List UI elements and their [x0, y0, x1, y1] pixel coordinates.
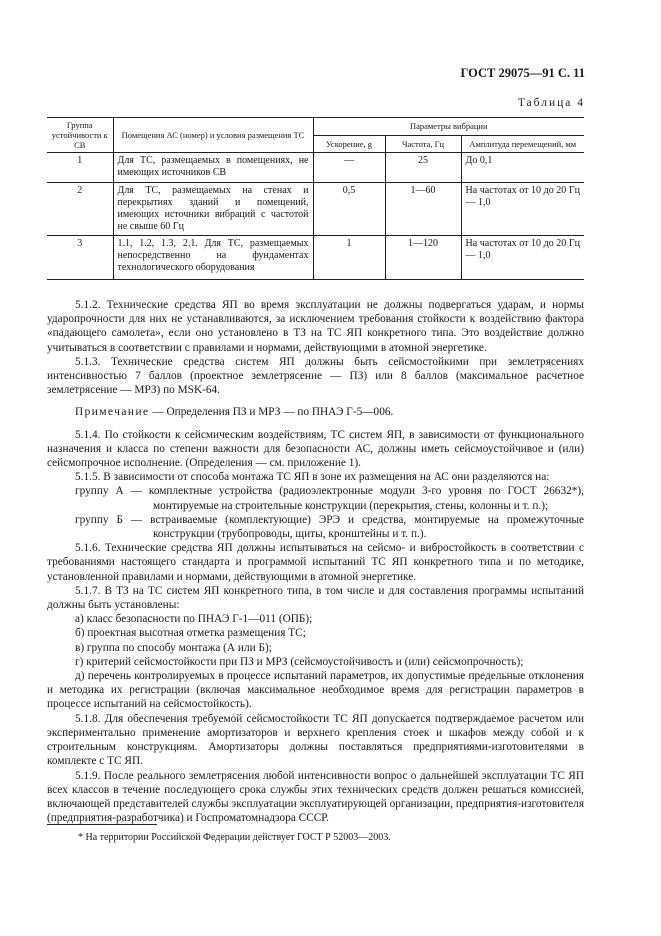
cell-rooms: 1.1, 1.2, 1.3, 2.1. Для ТС, размещаемых непосредственно на фундаментах технологического оборудования	[113, 236, 313, 280]
list-item: д) перечень контролируемых в процессе испытаний параметров, их допустимые предельные отклонения и методика их регистрации (включая максимальное необходимое время для регистрации параметров в процессе испытаний на сейсмостойкость).	[47, 670, 584, 711]
cell-ampl: На частотах от 10 до 20 Гц — 1,0	[461, 183, 584, 236]
cell-rooms: Для ТС, размещаемых в помещениях, не имеющих источников СВ	[113, 153, 313, 183]
cell-freq: 1—60	[385, 183, 461, 236]
cell-accel: 1	[313, 236, 385, 280]
note-text: — Определения ПЗ и МРЗ — по ПНАЭ Г-5—006.	[149, 406, 394, 419]
col-header-group: Группа устойчивости к СВ	[47, 118, 113, 153]
list-item: г) критерий сейсмостойкости при ПЗ и МРЗ (сейсмоустойчивость и (или) сейсмопрочность);	[75, 655, 524, 668]
footnote-divider	[47, 824, 157, 825]
cell-accel: 0,5	[313, 183, 385, 236]
page-header: ГОСТ 29075—91 С. 11	[460, 66, 585, 80]
col-header-params: Параметры вибрации	[313, 118, 584, 136]
table-row	[47, 183, 584, 236]
list-item: в) группа по способу монтажа (А или Б);	[75, 641, 272, 654]
list-item: б) проектная высотная отметка размещения ТС;	[75, 627, 306, 640]
table-row	[47, 153, 584, 183]
paragraph-5-1-6: 5.1.6. Технические средства ЯП должны испытываться на сейсмо- и вибростойкость в соответствии с требованиями настоящего стандарта и программой испытаний ТС ЯП конкретного типа и по методике, установленной правилами и нормами, действующими в атомной энергетике.	[47, 542, 584, 583]
cell-group: 2	[47, 183, 113, 236]
cell-ampl: До 0,1	[461, 153, 584, 183]
paragraph-5-1-2: 5.1.2. Технические средства ЯП во время эксплуатации не должны подвергаться ударам, и нормы ударопрочности для них не устанавливаются, за исключением требования стойкости к воздействию фактора «падающего самолета», если оно установлено в ТЗ на ТС ЯП конкретного типа. Это воздействие должно учитываться в соответствии с правилами и нормами, действующими в атомной энергетике.	[47, 299, 584, 354]
cell-group: 3	[47, 236, 113, 280]
paragraph-5-1-5: 5.1.5. В зависимости от способа монтажа ТС ЯП в зоне их размещения на АС они разделяются на:	[75, 471, 550, 484]
cell-ampl: На частотах от 10 до 20 Гц — 1,0	[461, 236, 584, 280]
col-header-rooms: Помещения АС (номер) и условия размещения ТС	[113, 118, 313, 153]
document-body	[47, 298, 584, 825]
cell-accel: —	[313, 153, 385, 183]
note	[47, 405, 584, 419]
paragraph-5-1-9: 5.1.9. После реального землетрясения любой интенсивности вопрос о дальнейшей эксплуатации ТС ЯП всех классов в течение последующего срока службы этих технических средств должен решаться комиссией, включающей представителей службы эксплуатации эксплуатирующей организации, предприятия-изготовителя (предприятия-разработчика) и Госпроматомнадзора СССР.	[47, 769, 585, 825]
list-item: а) класс безопасности по ПНАЭ Г-1—011 (ОПБ);	[75, 613, 313, 626]
cell-group: 1	[47, 153, 113, 183]
cell-freq: 1—120	[385, 236, 461, 280]
table-caption: Таблица 4	[517, 97, 585, 109]
paragraph-5-1-8: 5.1.8. Для обеспечения требуемой сейсмостойкости ТС ЯП допускается подтверждаемое расчетом или экспериментально применение амортизаторов и верхнего крепления стоек и шкафов между собой и к строительным конструкциям. Амортизаторы должны поставляться предприятиями-изготовителями в комплекте с ТС ЯП.	[47, 712, 584, 768]
paragraph-5-1-4: 5.1.4. По стойкости к сейсмическим воздействиям, ТС систем ЯП, в зависимости от функционального назначения и класса по степени важности для безопасности АС, должны иметь сейсмоустойчивое и (или) сейсмопрочное исполнение. (Определения — см. приложение 1).	[47, 428, 584, 470]
table-row	[47, 236, 584, 280]
vibration-table	[47, 117, 584, 280]
paragraph-5-1-5-group-b: группу Б — встраиваемые (комплектующие) ЭРЭ и средства, монтируемые на промежуточные конструкции (трубопроводы, щиты, кронштейны и т. п.).	[75, 513, 584, 541]
cell-freq: 25	[385, 153, 461, 183]
col-header-accel: Ускорение, g	[313, 135, 385, 153]
paragraph-5-1-7: 5.1.7. В ТЗ на ТС систем ЯП конкретного типа, в том числе и для составления программы испытаний должны быть установлены:	[47, 584, 584, 612]
col-header-freq: Частота, Гц	[385, 135, 461, 153]
col-header-ampl: Амплитуда перемещений, мм	[461, 135, 584, 153]
paragraph-5-1-3: 5.1.3. Технические средства систем ЯП должны быть сейсмостойкими при землетрясениях интенсивностью 7 баллов (проектное землетрясение — ПЗ) или 8 баллов (максимальное расчетное землетрясение — МРЗ) по MSK-64.	[47, 355, 584, 397]
paragraph-5-1-5-group-a: группу А — комплектные устройства (радиоэлектронные модули 3-го уровня по ГОСТ 26632*), монтируемые на строительные конструкции (перекрытия, стены, колонны и т. п.);	[75, 485, 584, 512]
note-label: Примечание	[75, 406, 150, 419]
cell-rooms: Для ТС, размещаемых на стенах и перекрытиях зданий и помещений, имеющих источники вибраций с частотой не свыше 60 Гц	[113, 183, 313, 236]
footnote: * На территории Российской Федерации действует ГОСТ Р 52003—2003.	[78, 832, 391, 843]
